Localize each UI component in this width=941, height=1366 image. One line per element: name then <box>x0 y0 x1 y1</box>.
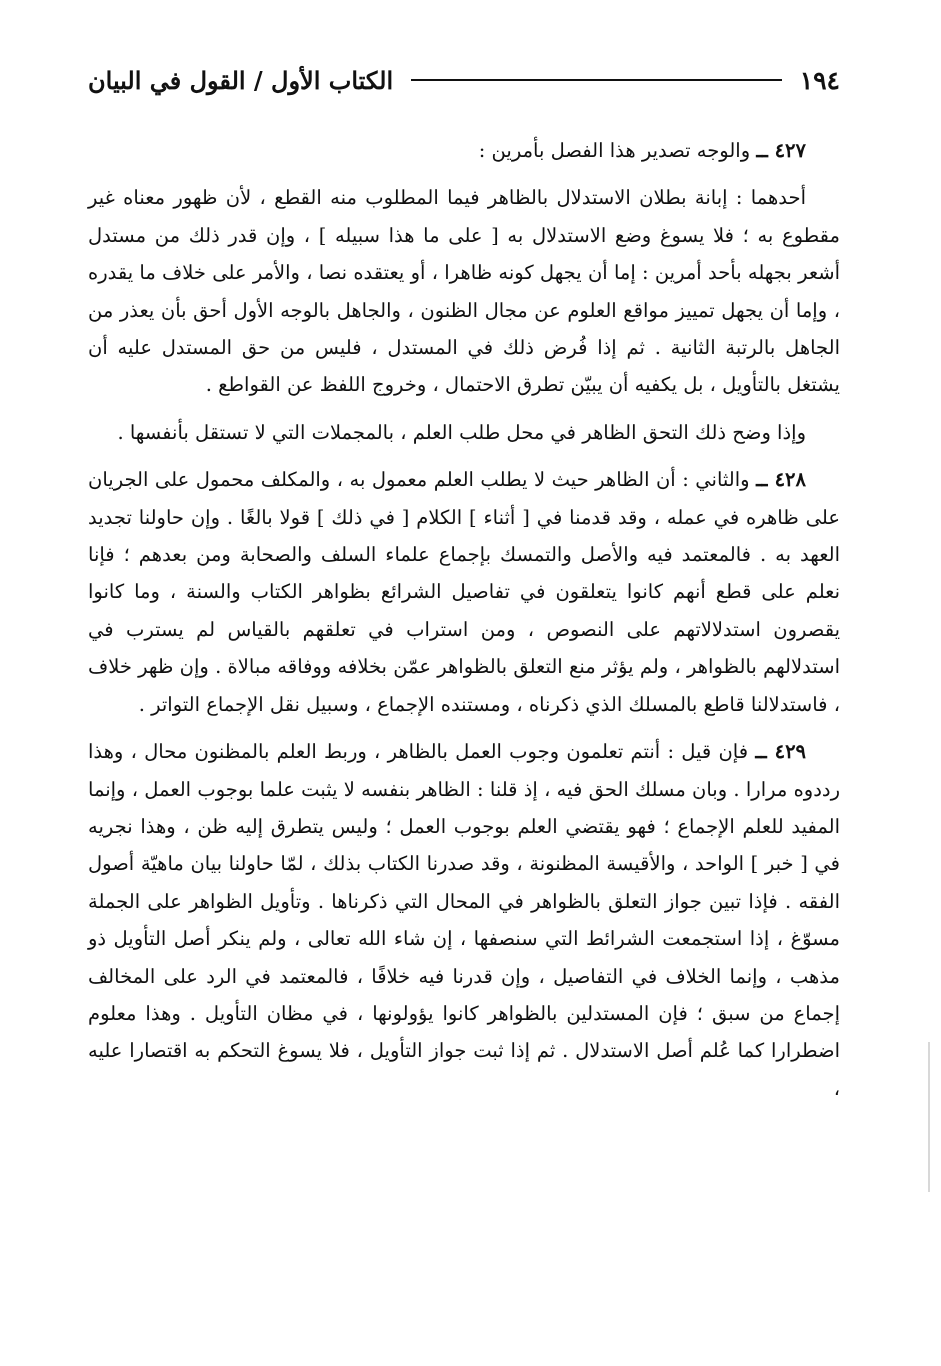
paragraph-428 <box>88 461 840 723</box>
header-rule <box>411 79 782 81</box>
page-number: ١٩٤ <box>799 65 840 95</box>
paragraph-429 <box>88 733 840 1107</box>
paragraph-conclusion <box>88 414 840 451</box>
paragraph-text: والوجه تصدير هذا الفصل بأمرين : <box>478 139 751 162</box>
paragraph-number: ٤٢٧ ــ <box>756 139 806 162</box>
paragraph-text: أحدهما : إبانة بطلان الاستدلال بالظاهر فيما المطلوب منه القطع ، لأن ظهور معناه غير مقطوع به ؛ فلا يسوغ وضع الاستدلال به [ على ما هذا سبيله ] ، وإن قدر ذلك من مستدل أشعر بجهله بأحد أمرين : إما أن يجهل كونه ظاهرا ، أو يعتقده نصا ، والأمر على خلاف ما يقدره ، وإما أن يجهل تمييز مواقع العلوم عن مجال الظنون ، والجاهل بالوجه الأول أحق بأن يعذر من الجاهل بالرتبة الثانية . ثم إذا فُرض ذلك في المستدل ، فليس من حق المستدل عليه أن يشتغل بالتأويل ، بل يكفيه أن يبيّن تطرق الاحتمال ، وخروج اللفظ عن القواطع . <box>88 186 840 397</box>
paragraph-first-point <box>88 179 840 403</box>
paragraph-text: فإن قيل : أنتم تعلمون وجوب العمل بالظاهر ، وربط العلم بالمظنون محال ، وهذا رددوه مرارا . وبان مسلك الحق فيه ، إذ قلنا : الظاهر بنفسه لا يثبت علما بوجوب العمل ، وإنما المفيد للعلم الإجماع ؛ فهو يقتضي العلم بوجوب العمل ؛ وليس يتطرق إليه ظن ، وهذا نجريه في [ خبر ] الواحد ، والأقيسة المظنونة ، وقد صدرنا الكتاب بذلك ، لمّا حاولنا بيان ماهيّة أصول الفقه . فإذا تبين جواز التعلق بالظواهر في المحال التي ذكرناها . وتأويل الظواهر على الجملة مسوّغ ، إذا استجمعت الشرائط التي سنصفها ، إن شاء الله تعالى ، ولم ينكر أصل التأويل ذو مذهب ، وإنما الخلاف في التفاصيل ، وإن قدرنا فيه خلافًا ، فالمعتمد في الرد على المخالف إجماع من سبق ؛ فإن المستدلين بالظواهر كانوا يؤولونها ، في مظان التأويل . وهذا معلوم اضطرارا كما عُلم أصل الاستدلال . ثم إذا ثبت جواز التأويل ، فلا يسوغ التحكم به اقتصارا عليه ، <box>88 740 840 1100</box>
paragraph-427 <box>88 132 840 169</box>
page-body <box>88 132 840 1107</box>
page-header <box>88 60 840 100</box>
running-title: الكتاب الأول / القول في البيان <box>88 65 394 95</box>
paragraph-number: ٤٢٨ ــ <box>756 468 806 492</box>
paragraph-text: وإذا وضح ذلك التحق الظاهر في محل طلب العلم ، بالمجملات التي لا تستقل بأنفسها . <box>117 420 806 444</box>
paragraph-number: ٤٢٩ ــ <box>755 740 807 764</box>
scan-margin-mark <box>928 1042 930 1192</box>
paragraph-text: والثاني : أن الظاهر حيث لا يطلب العلم معمول به ، والمكلف محمول على الجريان على ظاهره في عمله ، وقد قدمنا في [ أثناء ] الكلام [ في ذلك ] قولا بالغًا . وإن حاولنا تجديد العهد به . فالمعتمد فيه والأصل والتمسك بإجماع علماء السلف والصحابة ومن بعدهم ؛ فإنا نعلم على قطع أنهم كانوا يتعلقون في تفاصيل الشرائع بظواهر الكتاب والسنة ، وما كانوا يقصرون استدلالاتهم على النصوص ، ومن استراب في تعلقهم بالقياس لم يسترب في استدلالهم بالظواهر ، ولم يؤثر منع التعلق بالظواهر عمّن بخلافه ووفاقه مبالاة . وإن ظهر خلاف ، فاستدلالنا قاطع بالمسلك الذي ذكرناه ، ومستنده الإجماع ، وسبيل نقل الإجماع التواتر . <box>88 468 840 716</box>
